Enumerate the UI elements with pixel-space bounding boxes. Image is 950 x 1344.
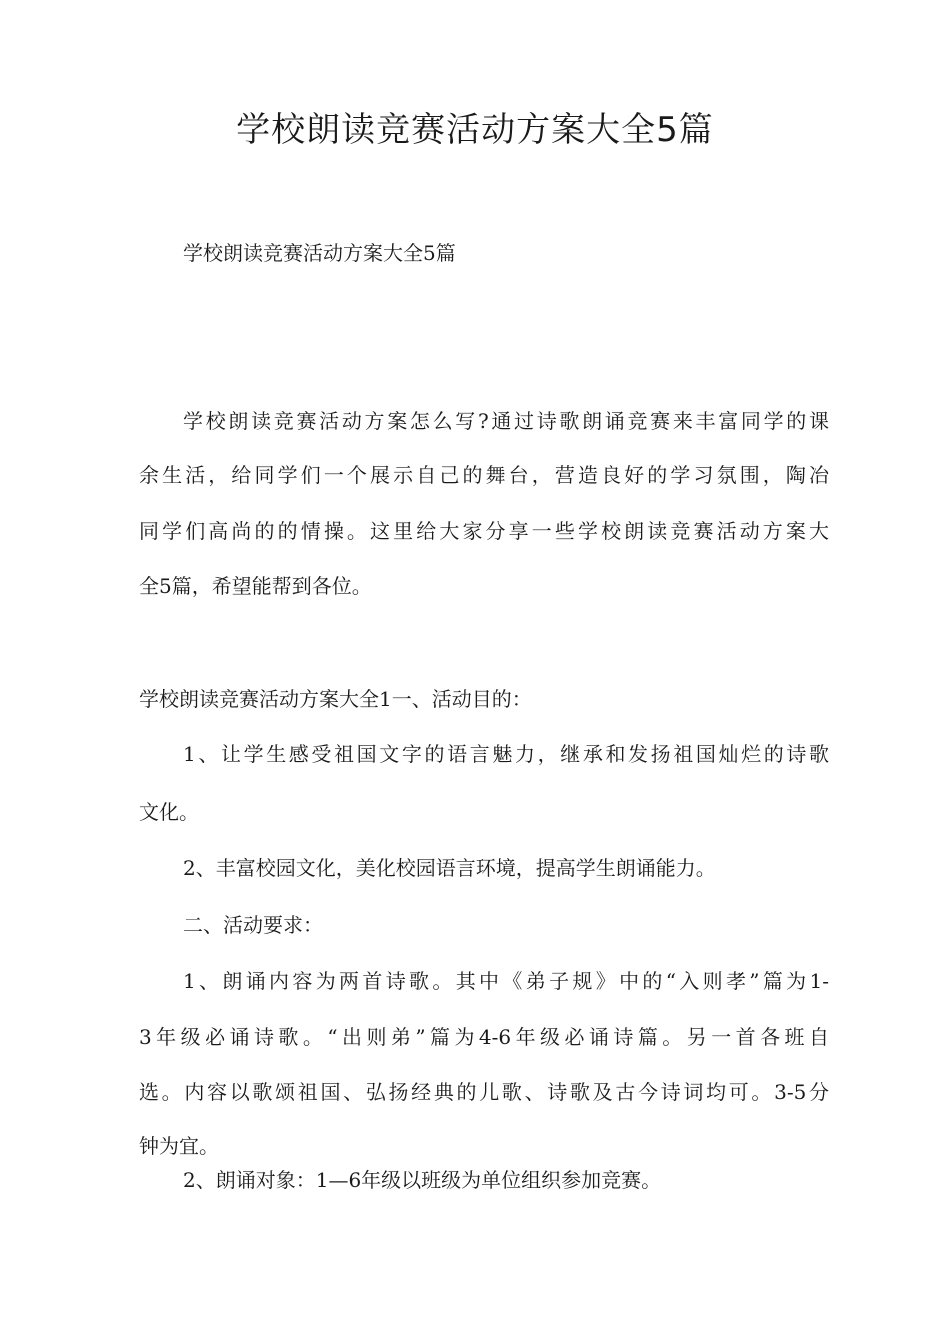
purpose-1-line-2: 文化。 — [139, 800, 199, 824]
document-subtitle: 学校朗读竞赛活动方案大全5篇 — [183, 241, 456, 265]
requirements-heading: 二、活动要求： — [183, 913, 323, 937]
intro-line-1: 学校朗读竞赛活动方案怎么写?通过诗歌朗诵竞赛来丰富同学的课 — [183, 409, 829, 433]
intro-line-4: 全5篇，希望能帮到各位。 — [139, 574, 372, 598]
requirement-1-line-4: 钟为宜。 — [139, 1134, 219, 1158]
requirement-2: 2、朗诵对象：1—6年级以班级为单位组织参加竞赛。 — [183, 1168, 662, 1192]
requirement-1-line-1: 1、朗诵内容为两首诗歌。其中《弟子规》中的“入则孝”篇为1- — [183, 969, 829, 993]
requirement-1-line-2: 3年级必诵诗歌。“出则弟”篇为4-6年级必诵诗篇。另一首各班自 — [139, 1025, 829, 1049]
purpose-1-line-1: 1、让学生感受祖国文字的语言魅力，继承和发扬祖国灿烂的诗歌 — [183, 742, 829, 766]
intro-line-2: 余生活，给同学们一个展示自己的舞台，营造良好的学习氛围，陶冶 — [139, 463, 829, 487]
document-title: 学校朗读竞赛活动方案大全5篇 — [236, 110, 714, 150]
section-heading: 学校朗读竞赛活动方案大全1一、活动目的： — [139, 687, 532, 711]
requirement-1-line-3: 选。内容以歌颂祖国、弘扬经典的儿歌、诗歌及古今诗词均可。3-5分 — [139, 1080, 829, 1104]
intro-line-3: 同学们高尚的的情操。这里给大家分享一些学校朗读竞赛活动方案大 — [139, 519, 829, 543]
purpose-2: 2、丰富校园文化，美化校园语言环境，提高学生朗诵能力。 — [183, 856, 716, 880]
